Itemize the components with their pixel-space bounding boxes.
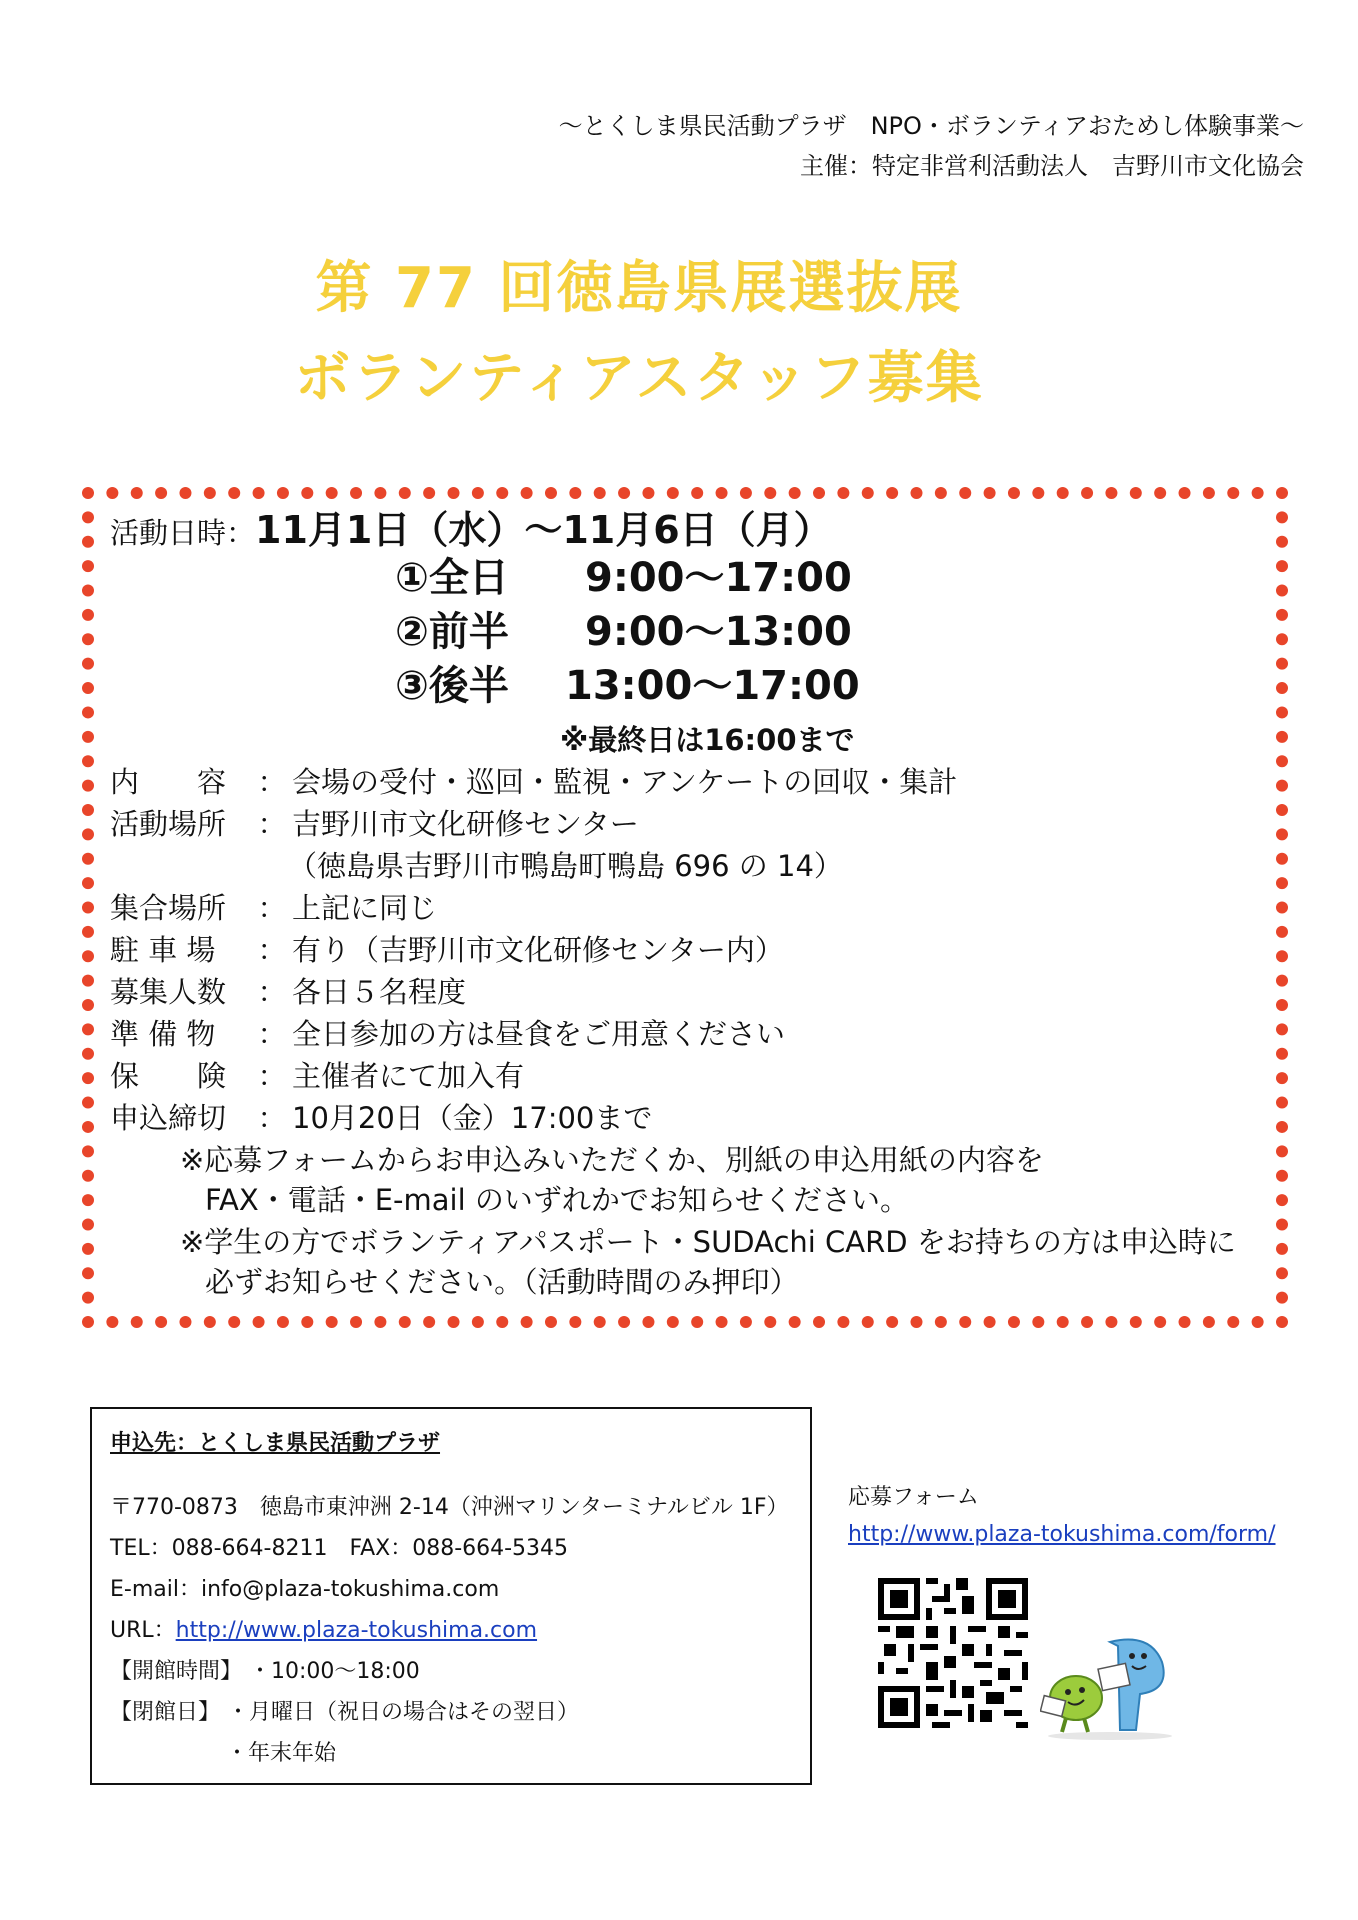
- header-organizer-line: 主催：特定非営利活動法人 吉野川市文化協会: [800, 152, 1304, 180]
- detail-value: 主催者にて加入有: [292, 1059, 525, 1093]
- detail-row: 内 容 ： 会場の受付・巡回・監視・アンケートの回収・集計: [110, 762, 957, 802]
- form-url-link[interactable]: http://www.plaza-tokushima.com/form/: [848, 1522, 1276, 1547]
- contact-closed-2: ・年末年始: [226, 1741, 337, 1766]
- detail-label: 駐 車 場: [110, 933, 216, 967]
- detail-value: 吉野川市文化研修センター: [292, 807, 639, 841]
- slot-name: ③後半: [395, 663, 509, 709]
- detail-label: 集合場所: [110, 891, 227, 925]
- slot-row: [395, 609, 852, 655]
- slot-time: 9:00～17:00: [585, 555, 852, 601]
- schedule-label: 活動日時：: [110, 516, 256, 550]
- detail-label: 保 険: [110, 1059, 227, 1093]
- detail-row: 保 険 ： 主催者にて加入有: [110, 1056, 524, 1096]
- slot-row: [395, 663, 860, 709]
- detail-label: 申込締切: [110, 1101, 227, 1135]
- detail-label: 準 備 物: [110, 1017, 216, 1051]
- slot-name: ②前半: [395, 609, 509, 655]
- detail-label: 内 容: [110, 765, 227, 799]
- contact-url-label: URL：: [110, 1618, 176, 1643]
- page-title: 第 77 回徳島県展選抜展: [315, 256, 963, 321]
- note-line: ※応募フォームからお申込みいただくか、別紙の申込用紙の内容を: [180, 1143, 1044, 1177]
- detail-value: 10月20日（金）17:00まで: [292, 1101, 653, 1135]
- last-day-note: ※最終日は16:00まで: [560, 723, 855, 757]
- mascot-icon: [1040, 1632, 1180, 1742]
- detail-label: 募集人数: [110, 975, 227, 1009]
- detail-value: 各日５名程度: [292, 975, 467, 1009]
- detail-row: 準 備 物 ： 全日参加の方は昼食をご用意ください: [110, 1014, 785, 1054]
- qr-code-image[interactable]: [878, 1578, 1028, 1728]
- slot-row: [395, 555, 852, 601]
- detail-value: 全日参加の方は昼食をご用意ください: [292, 1017, 786, 1051]
- detail-row: 駐 車 場 ： 有り（吉野川市文化研修センター内）: [110, 930, 784, 970]
- slot-time: 9:00～13:00: [585, 609, 852, 655]
- detail-value: 有り（吉野川市文化研修センター内）: [292, 933, 784, 967]
- contact-url-row: [110, 1616, 537, 1646]
- contact-heading: 申込先：とくしま県民活動プラザ: [110, 1431, 441, 1456]
- detail-row: 募集人数 ： 各日５名程度: [110, 972, 466, 1012]
- slot-name: ①全日: [395, 555, 509, 601]
- detail-row: 申込締切 ： 10月20日（金）17:00まで: [110, 1098, 652, 1138]
- header-program-line: ～とくしま県民活動プラザ NPO・ボランティアおためし体験事業～: [558, 112, 1304, 140]
- contact-tel-fax: TEL：088-664-8211 FAX：088-664-5345: [110, 1536, 569, 1561]
- schedule-dates: 11月1日（水）～11月6日（月）: [255, 508, 832, 552]
- contact-email: E-mail：info@plaza-tokushima.com: [110, 1577, 500, 1602]
- note-line: ※学生の方でボランティアパスポート・SUDAchi CARD をお持ちの方は申込時に: [180, 1225, 1236, 1259]
- detail-row: 活動場所 ： 吉野川市文化研修センター: [110, 804, 639, 844]
- detail-label: 活動場所: [110, 807, 227, 841]
- detail-address: （徳島県吉野川市鴨島町鴨島 696 の 14）: [288, 849, 843, 883]
- contact-url-link[interactable]: http://www.plaza-tokushima.com: [175, 1618, 538, 1643]
- detail-value: 上記に同じ: [292, 891, 438, 925]
- contact-address: 〒770-0873 徳島市東沖洲 2-14（沖洲マリンターミナルビル 1F）: [110, 1495, 789, 1520]
- page-subtitle: ボランティアスタッフ募集: [294, 346, 984, 411]
- schedule-row: [110, 510, 832, 553]
- contact-closed: 【閉館日】 ・月曜日（祝日の場合はその翌日）: [110, 1700, 579, 1725]
- form-label: 応募フォーム: [848, 1485, 979, 1510]
- note-line: 必ずお知らせください。（活動時間のみ押印）: [205, 1265, 799, 1299]
- detail-row: 集合場所 ： 上記に同じ: [110, 888, 437, 928]
- contact-box: [90, 1407, 812, 1785]
- detail-value: 会場の受付・巡回・監視・アンケートの回収・集計: [292, 765, 958, 799]
- contact-hours: 【開館時間】 ・10:00～18:00: [110, 1659, 420, 1684]
- note-line: FAX・電話・E-mail のいずれかでお知らせください。: [205, 1183, 909, 1217]
- slot-time: 13:00～17:00: [565, 663, 860, 709]
